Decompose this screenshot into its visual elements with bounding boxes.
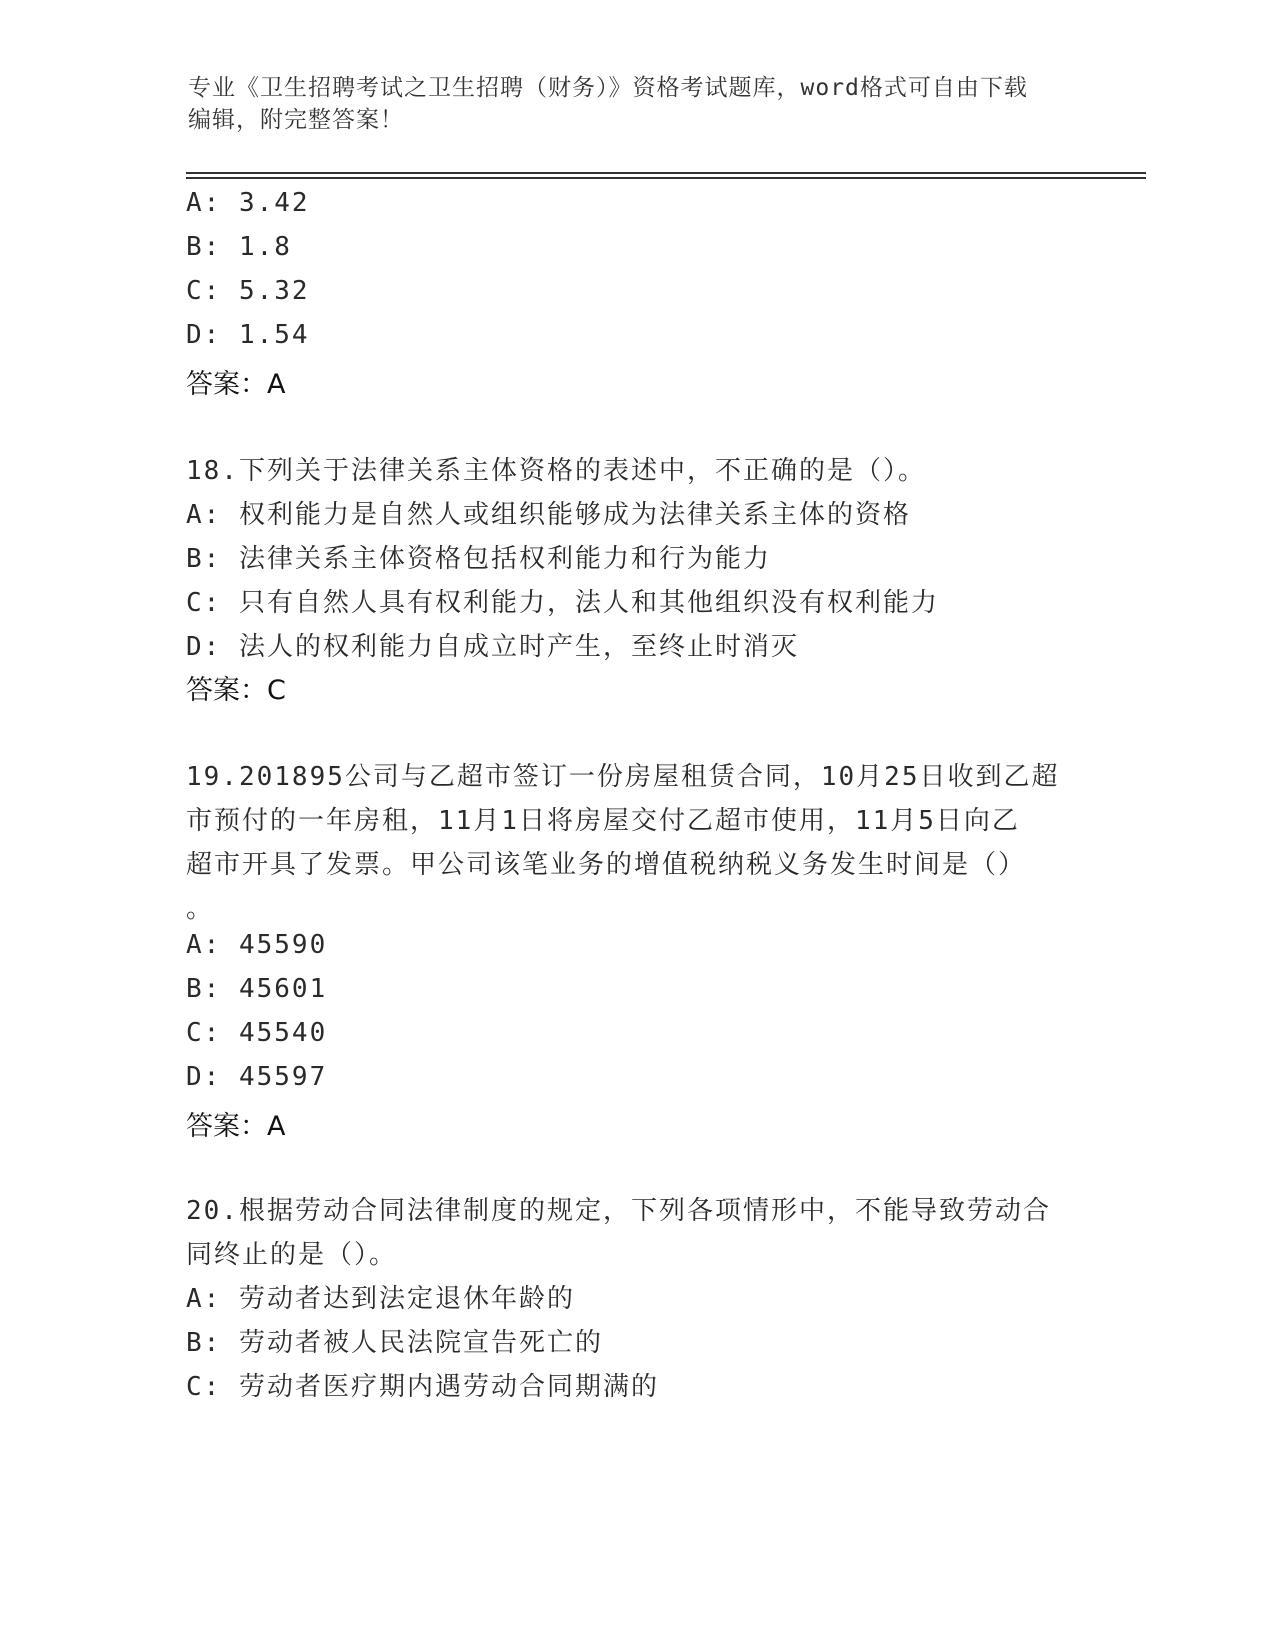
q20-option-a: A: 劳动者达到法定退休年龄的 xyxy=(186,1284,575,1314)
q19-option-a: A: 45590 xyxy=(186,930,328,960)
q19-option-d: D: 45597 xyxy=(186,1062,328,1092)
q17-option-b: B: 1.8 xyxy=(186,232,292,262)
header-divider-top xyxy=(186,172,1146,174)
header-line-1: 专业《卫生招聘考试之卫生招聘（财务）》资格考试题库，word格式可自由下载 xyxy=(188,75,1028,101)
q18-option-b: B: 法律关系主体资格包括权利能力和行为能力 xyxy=(186,544,771,574)
q20-stem-line-1: 20.根据劳动合同法律制度的规定，下列各项情形中，不能导致劳动合 xyxy=(186,1196,1051,1226)
q17-option-c: C: 5.32 xyxy=(186,276,310,306)
q17-option-a: A: 3.42 xyxy=(186,188,310,218)
header-divider-bottom xyxy=(186,177,1146,179)
header-line-2: 编辑，附完整答案！ xyxy=(188,107,404,133)
q17-option-d: D: 1.54 xyxy=(186,320,310,350)
document-header xyxy=(188,72,1088,136)
q18-stem: 18.下列关于法律关系主体资格的表述中，不正确的是（）。 xyxy=(186,456,926,486)
q18-option-d: D: 法人的权利能力自成立时产生，至终止时消灭 xyxy=(186,632,799,662)
q19-option-b: B: 45601 xyxy=(186,974,328,1004)
q19-stem-line-4: 。 xyxy=(186,894,215,924)
q19-stem-line-3: 超市开具了发票。甲公司该笔业务的增值税纳税义务发生时间是（） xyxy=(186,850,1027,880)
q19-stem-line-1: 19.201895公司与乙超市签订一份房屋租赁合同，10月25日收到乙超 xyxy=(186,762,1060,792)
q19-answer: 答案：A xyxy=(186,1111,286,1142)
q18-option-c: C: 只有自然人具有权利能力，法人和其他组织没有权利能力 xyxy=(186,588,939,618)
q17-answer: 答案：A xyxy=(186,369,286,400)
q20-stem-line-2: 同终止的是（）。 xyxy=(186,1240,398,1270)
q20-option-c: C: 劳动者医疗期内遇劳动合同期满的 xyxy=(186,1372,659,1402)
q18-option-a: A: 权利能力是自然人或组织能够成为法律关系主体的资格 xyxy=(186,500,911,530)
q19-stem-line-2: 市预付的一年房租，11月1日将房屋交付乙超市使用，11月5日向乙 xyxy=(186,806,1020,836)
q19-option-c: C: 45540 xyxy=(186,1018,328,1048)
q20-option-b: B: 劳动者被人民法院宣告死亡的 xyxy=(186,1328,603,1358)
q18-answer: 答案：C xyxy=(186,675,286,706)
